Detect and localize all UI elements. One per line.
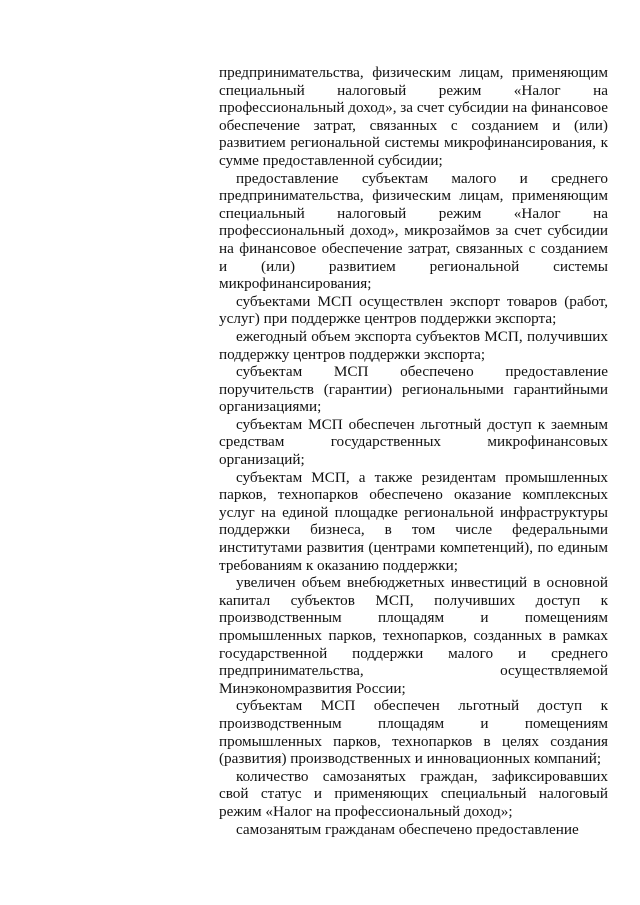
paragraph-export-support: субъектами МСП осуществлен экспорт товаров (работ, услуг) при поддержке центров поддержки экспорта; bbox=[219, 292, 608, 328]
paragraph-complex-services: субъектам МСП, а также резидентам промышленных парков, технопарков обеспечено оказание комплексных услуг на единой площадке региональной инфраструктуры поддержки бизнеса, в том числе федеральными институтами развития (центрами компетенций), по единым требованиям к оказанию поддержки; bbox=[219, 468, 608, 574]
paragraph-continued-subsidy-ratio: предпринимательства, физическим лицам, применяющим специальный налоговый режим «Налог на профессиональный доход», за счет субсидии на финансовое обеспечение затрат, связанных с созданием и (или) развитием региональной системы микрофинансирования, к сумме предоставленной субсидии; bbox=[219, 64, 608, 169]
paragraph-industrial-parks-access: субъектам МСП обеспечен льготный доступ к производственным площадям и помещениям промышленных парков, технопарков в целях создания (развития) производственных и инновационных компаний; bbox=[219, 697, 608, 768]
paragraph-self-employed-provision: самозанятым гражданам обеспечено предоставление bbox=[236, 820, 579, 838]
paragraph-microfinance-access: субъектам МСП обеспечен льготный доступ к заемным средствам государственных микрофинансовых организаций; bbox=[219, 415, 608, 469]
paragraph-guarantees: субъектам МСП обеспечено предоставление поручительств (гарантии) региональными гарантийными организациями; bbox=[219, 363, 608, 416]
document-text-column bbox=[219, 64, 608, 838]
paragraph-export-volume: ежегодный объем экспорта субъектов МСП, получивших поддержку центров поддержки экспорта; bbox=[219, 327, 608, 363]
paragraph-extrabudgetary-investment: увеличен объем внебюджетных инвестиций в основной капитал субъектов МСП, получивших доступ к производственным площадям и помещениям промышленных парков, технопарков, созданных в рамках государственной поддержки малого и среднего предпринимательства, осуществляемой Минэкономразвития России; bbox=[219, 574, 608, 697]
paragraph-self-employed-count: количество самозанятых граждан, зафиксировавших свой статус и применяющих специальный налоговый режим «Налог на профессиональный доход»; bbox=[219, 767, 608, 820]
paragraph-microloans: предоставление субъектам малого и среднего предпринимательства, физическим лицам, применяющим специальный налоговый режим «Налог на профессиональный доход», микрозаймов за счет субсидии на финансовое обеспечение затрат, связанных с созданием и (или) развитием региональной системы микрофинансирования; bbox=[219, 169, 608, 293]
